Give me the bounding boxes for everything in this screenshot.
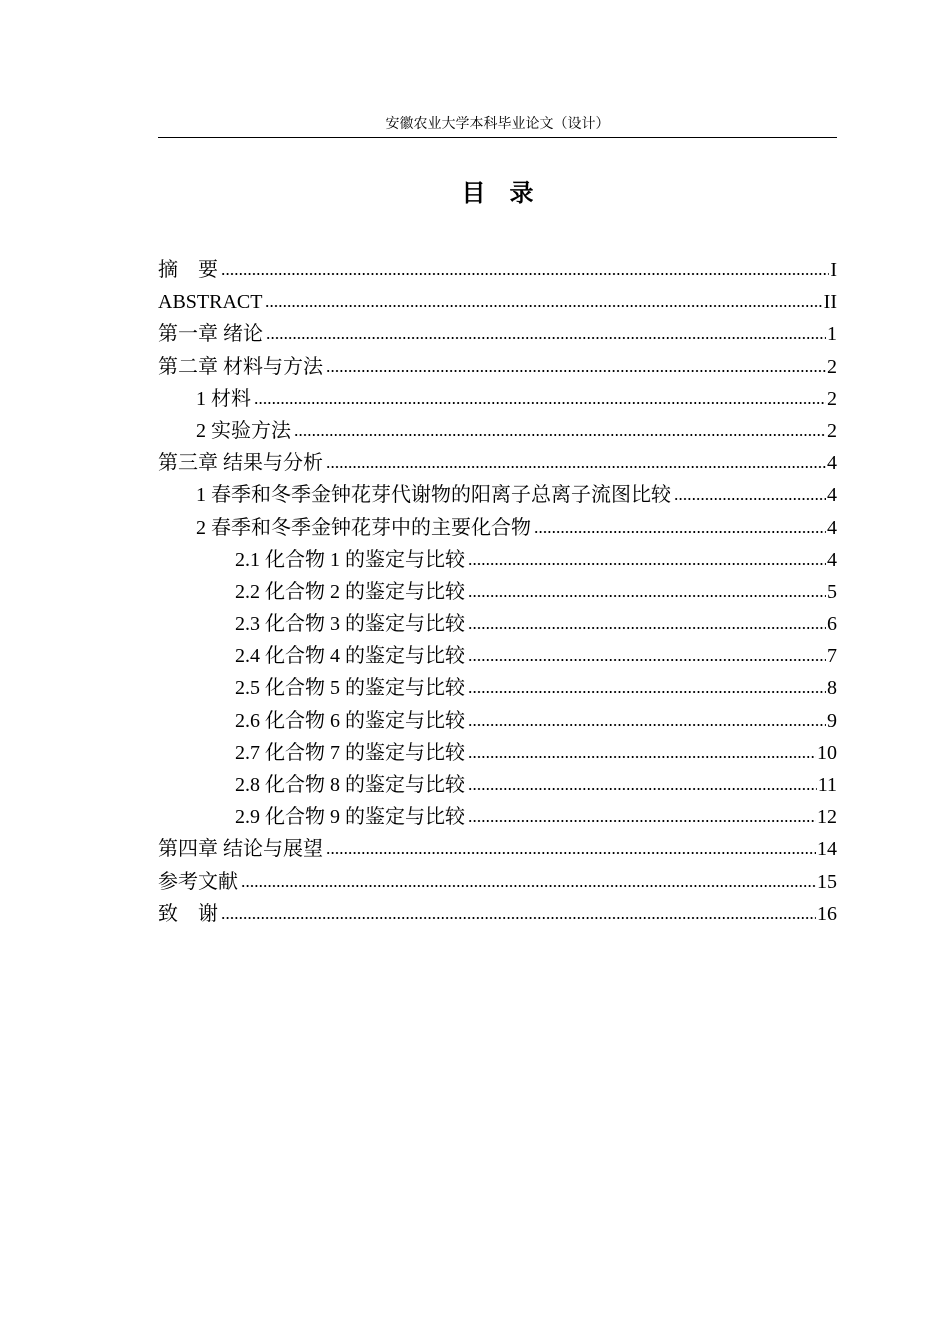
toc-entry-page-number: 6 xyxy=(827,613,837,636)
toc-entry[interactable] xyxy=(158,447,837,479)
toc-dot-leader xyxy=(266,337,826,339)
toc-dot-leader xyxy=(468,691,826,693)
toc-entry-page-number: 16 xyxy=(817,902,837,925)
toc-entry-label: 2.5 化合物 5 的鉴定与比较 xyxy=(235,677,465,700)
toc-dot-leader xyxy=(294,434,826,436)
toc-dot-leader xyxy=(468,756,816,758)
toc-entry-label: 2 实验方法 xyxy=(196,419,291,442)
toc-dot-leader xyxy=(241,885,816,887)
toc-entry-page-number: 2 xyxy=(827,419,837,442)
toc-entry-page-number: 1 xyxy=(827,323,837,346)
toc-dot-leader xyxy=(534,531,826,533)
toc-entry-label: 2.8 化合物 8 的鉴定与比较 xyxy=(235,774,465,796)
toc-dot-leader xyxy=(265,305,822,307)
toc-entry-page-number: 4 xyxy=(827,452,837,475)
toc-entry[interactable] xyxy=(158,415,837,447)
toc-entry[interactable] xyxy=(158,512,837,544)
toc-dot-leader xyxy=(221,917,816,919)
toc-entry[interactable] xyxy=(158,479,837,511)
toc-dot-leader xyxy=(326,370,826,372)
toc-dot-leader xyxy=(468,627,826,629)
toc-entry-page-number: 14 xyxy=(817,838,837,861)
toc-entry-label: 1 材料 xyxy=(196,387,251,410)
toc-entry[interactable] xyxy=(158,833,837,865)
toc-dot-leader xyxy=(468,724,826,726)
toc-entry-page-number: II xyxy=(823,291,837,314)
toc-entry[interactable] xyxy=(158,672,837,704)
toc-entry[interactable] xyxy=(158,608,837,640)
toc-entry[interactable] xyxy=(158,254,837,286)
toc-entry-label: 第二章 材料与方法 xyxy=(158,355,323,378)
toc-entry[interactable] xyxy=(158,640,837,672)
toc-entry-label: 摘 要 xyxy=(158,259,218,281)
toc-entry[interactable] xyxy=(158,351,837,383)
toc-entry-label: 2.3 化合物 3 的鉴定与比较 xyxy=(235,613,465,636)
toc-entry-label: 第四章 结论与展望 xyxy=(158,838,323,861)
toc-entry[interactable] xyxy=(158,576,837,608)
toc-entry-label: 2.6 化合物 6 的鉴定与比较 xyxy=(235,709,465,732)
toc-entry[interactable] xyxy=(158,286,837,318)
toc-entry[interactable] xyxy=(158,866,837,898)
toc-dot-leader xyxy=(221,273,829,275)
toc-dot-leader xyxy=(468,595,826,597)
toc-entry-label: 2 春季和冬季金钟花芽中的主要化合物 xyxy=(196,516,531,539)
toc-entry-label: 1 春季和冬季金钟花芽代谢物的阳离子总离子流图比较 xyxy=(196,484,671,507)
toc-dot-leader xyxy=(468,659,826,661)
toc-entry[interactable] xyxy=(158,318,837,350)
toc-dot-leader xyxy=(468,820,816,822)
toc-entry[interactable] xyxy=(158,898,837,930)
toc-entry-page-number: 2 xyxy=(827,387,837,410)
toc-entry-label: 致 谢 xyxy=(158,902,218,925)
toc-entry-page-number: 11 xyxy=(817,774,837,796)
header-rule xyxy=(158,137,837,138)
toc-entry-page-number: 15 xyxy=(817,870,837,893)
toc-entry-page-number: 4 xyxy=(827,484,837,507)
toc-entry-page-number: 5 xyxy=(827,580,837,603)
toc-entry-label: 第一章 绪论 xyxy=(158,323,263,346)
toc-entry-page-number: 7 xyxy=(827,645,837,668)
toc-entry[interactable] xyxy=(158,769,837,801)
toc-entry[interactable] xyxy=(158,544,837,576)
toc-entry-label: 参考文献 xyxy=(158,870,238,893)
toc-entry[interactable] xyxy=(158,801,837,833)
toc-dot-leader xyxy=(326,466,826,468)
toc-entry-page-number: I xyxy=(830,259,837,281)
toc-title: 目 录 xyxy=(461,179,534,207)
toc-entry[interactable] xyxy=(158,705,837,737)
toc-dot-leader xyxy=(674,498,826,500)
toc-entry-label: 2.7 化合物 7 的鉴定与比较 xyxy=(235,741,465,764)
toc-entry[interactable] xyxy=(158,383,837,415)
toc-dot-leader xyxy=(254,402,826,404)
toc-entry-page-number: 4 xyxy=(827,548,837,571)
table-of-contents xyxy=(158,254,837,930)
toc-dot-leader xyxy=(468,788,817,790)
toc-entry-page-number: 12 xyxy=(817,806,837,829)
toc-entry-label: 2.2 化合物 2 的鉴定与比较 xyxy=(235,580,465,603)
toc-entry-label: 2.1 化合物 1 的鉴定与比较 xyxy=(235,548,465,571)
running-header: 安徽农业大学本科毕业论文（设计） xyxy=(385,117,610,132)
toc-entry-page-number: 10 xyxy=(817,741,837,764)
toc-dot-leader xyxy=(326,852,816,854)
toc-entry-label: 2.9 化合物 9 的鉴定与比较 xyxy=(235,806,465,829)
toc-entry-label: 2.4 化合物 4 的鉴定与比较 xyxy=(235,645,465,668)
toc-entry[interactable] xyxy=(158,737,837,769)
toc-entry-page-number: 9 xyxy=(827,709,837,732)
toc-entry-page-number: 2 xyxy=(827,355,837,378)
toc-dot-leader xyxy=(468,563,826,565)
toc-entry-label: ABSTRACT xyxy=(158,291,263,314)
toc-entry-page-number: 8 xyxy=(827,677,837,700)
toc-entry-label: 第三章 结果与分析 xyxy=(158,452,323,475)
toc-entry-page-number: 4 xyxy=(827,516,837,539)
